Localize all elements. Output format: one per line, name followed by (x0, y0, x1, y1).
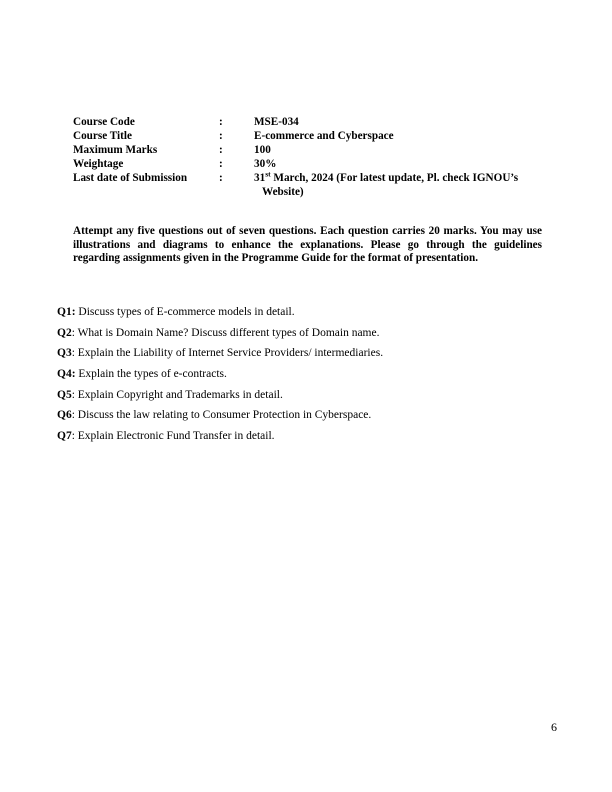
question-text: Discuss types of E-commerce models in detail. (75, 306, 295, 318)
submission-date-continuation: Website) (262, 186, 304, 198)
course-code-label: Course Code (73, 116, 135, 128)
question-label: Q4: (57, 368, 76, 381)
maximum-marks-label: Maximum Marks (73, 144, 158, 156)
question-item (57, 408, 383, 429)
maximum-marks-row (73, 143, 554, 157)
course-info-table (73, 115, 554, 199)
question-text: : Explain Copyright and Trademarks in detail. (71, 388, 283, 401)
weightage-label: Weightage (73, 158, 124, 170)
maximum-marks-colon: : (219, 144, 223, 156)
question-label: Q6 (57, 409, 72, 422)
question-item (57, 305, 383, 326)
submission-date-rest: March, 2024 (For latest update, Pl. check IGNOU’s (270, 172, 519, 184)
question-text: : Discuss the law relating to Consumer Protection in Cyberspace. (71, 409, 372, 422)
weightage-colon: : (219, 158, 223, 170)
question-text: : Explain the Liability of Internet Service Providers/ intermediaries. (71, 347, 384, 360)
course-code-row (73, 115, 554, 129)
question-item (57, 326, 383, 347)
submission-date-ordinal: st (265, 169, 271, 179)
question-item (57, 346, 383, 367)
submission-date-value (254, 171, 554, 199)
weightage-value: 30% (254, 158, 277, 170)
question-label: Q3 (57, 347, 72, 360)
question-item (57, 367, 383, 388)
question-label: Q2 (57, 326, 72, 339)
submission-date-row (73, 171, 554, 199)
question-text: : Explain Electronic Fund Transfer in detail. (71, 430, 275, 443)
course-title-value: E-commerce and Cyberspace (254, 130, 394, 142)
weightage-row (73, 157, 554, 171)
question-item (57, 388, 383, 409)
course-code-value: MSE-034 (254, 116, 299, 128)
course-code-colon: : (219, 116, 223, 128)
submission-date-colon: : (219, 172, 223, 184)
question-text: : What is Domain Name? Discuss different types of Domain name. (71, 326, 380, 339)
question-label: Q7 (57, 430, 72, 443)
course-title-row (73, 129, 554, 143)
submission-date-label: Last date of Submission (73, 172, 188, 184)
question-label: Q5 (57, 388, 72, 401)
question-label: Q1: (57, 306, 76, 318)
question-item (57, 429, 383, 450)
course-title-colon: : (219, 130, 223, 142)
question-text: Explain the types of e-contracts. (75, 368, 227, 381)
course-title-label: Course Title (73, 130, 132, 142)
maximum-marks-value: 100 (254, 144, 271, 156)
page-number: 6 (551, 720, 557, 734)
question-list (57, 305, 383, 450)
submission-date-day: 31 (254, 172, 266, 184)
assignment-instructions: Attempt any five questions out of seven questions. Each question carries 20 marks. You may use illustrations and diagrams to enhance the explanations. Please go through the guidelines regarding assignments given in the Programme Guide for the format of presentation. (73, 225, 542, 264)
